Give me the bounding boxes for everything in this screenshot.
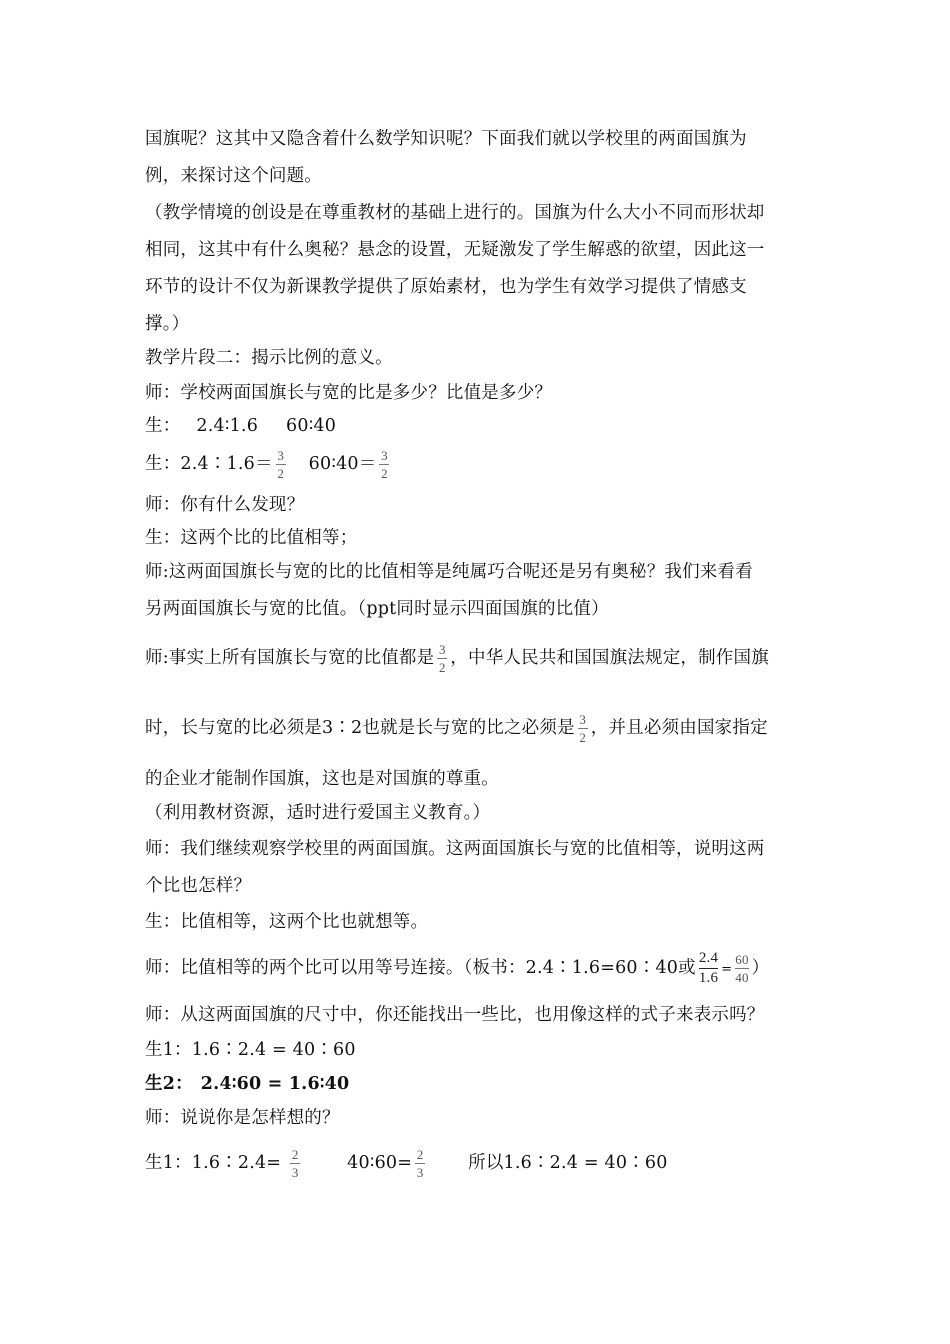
fraction-denominator: 40 bbox=[735, 970, 749, 985]
equation-text: 60∶40＝ bbox=[308, 454, 377, 474]
text-line bbox=[145, 1072, 349, 1096]
fraction-numerator: 3 bbox=[579, 712, 587, 727]
text-line: 生：这两个比的比值相等； bbox=[145, 528, 358, 548]
fraction bbox=[735, 952, 748, 985]
section-heading: 教学片段二：揭示比例的意义。 bbox=[145, 348, 393, 368]
equation-text: 生：2.4∶1.6＝ bbox=[145, 454, 273, 474]
ratio-text: 60∶40 bbox=[286, 416, 337, 436]
text-line: 师：学校两面国旗长与宽的比是多少？比值是多少？ bbox=[145, 383, 553, 403]
ratio-text: 2.4∶1.6 bbox=[196, 416, 259, 436]
text-line: 师：从这两面国旗的尺寸中，你还能找出一些比，也用像这样的式子来表示吗？ bbox=[145, 1005, 765, 1025]
fraction-denominator: 2 bbox=[277, 466, 285, 481]
fraction-bar bbox=[735, 968, 748, 969]
equals-sign: = bbox=[721, 962, 733, 977]
equation-text: 生1：1.6∶2.4= bbox=[145, 1153, 282, 1173]
fraction-bar bbox=[290, 1163, 300, 1164]
fraction bbox=[437, 642, 447, 675]
text-line bbox=[145, 640, 769, 676]
fraction-bar bbox=[578, 728, 588, 729]
fraction-numerator: 2.4 bbox=[698, 950, 719, 966]
text-line: 个比也怎样？ bbox=[145, 876, 252, 896]
text-line: 环节的设计不仅为新课教学提供了原始素材，也为学生有效学习提供了情感支 bbox=[145, 277, 747, 297]
fraction bbox=[379, 448, 389, 481]
text-line bbox=[145, 1145, 668, 1181]
fraction bbox=[290, 1147, 300, 1180]
text-line: 师：说说你是怎样想的？ bbox=[145, 1108, 340, 1128]
fraction bbox=[699, 950, 718, 987]
text-line: 另两面国旗长与宽的比值。（ppt同时显示四面国旗的比值） bbox=[145, 599, 609, 619]
fraction-numerator: 3 bbox=[277, 448, 285, 463]
fraction bbox=[276, 448, 286, 481]
text-line: 师：你有什么发现？ bbox=[145, 495, 305, 515]
fraction-numerator: 3 bbox=[438, 642, 446, 657]
fraction bbox=[578, 712, 588, 745]
text-line: （教学情境的创设是在尊重教材的基础上进行的。国旗为什么大小不同而形状却 bbox=[145, 203, 765, 223]
text-line bbox=[145, 948, 769, 990]
text-segment: ，并且必须由国家指定 bbox=[590, 718, 768, 738]
text-line bbox=[145, 448, 392, 481]
fraction bbox=[415, 1147, 425, 1180]
fraction-denominator: 1.6 bbox=[698, 970, 719, 986]
fraction-bar bbox=[415, 1163, 425, 1164]
fraction-numerator: 3 bbox=[381, 448, 388, 463]
text-line: 生：比值相等，这两个比也就想等。 bbox=[145, 912, 429, 932]
text-segment: ，中华人民共和国国旗法规定，制作国旗 bbox=[450, 648, 769, 668]
fraction-denominator: 2 bbox=[438, 660, 446, 675]
text-segment: 时，长与宽的比必须是3∶2也就是长与宽的比之必须是 bbox=[145, 718, 575, 738]
text-line: 师：我们继续观察学校里的两面国旗。这两面国旗长与宽的比值相等，说明这两 bbox=[145, 839, 765, 859]
text-line: 例，来探讨这个问题。 bbox=[145, 166, 322, 186]
fraction-denominator: 2 bbox=[579, 730, 587, 745]
fraction-bar bbox=[276, 464, 286, 465]
text-line: 撑。） bbox=[145, 314, 190, 334]
text-line: 国旗呢？这其中又隐含着什么数学知识呢？下面我们就以学校里的两面国旗为 bbox=[145, 129, 747, 149]
text-line: 的企业才能制作国旗，这也是对国旗的尊重。 bbox=[145, 769, 499, 789]
text-line: 生1：1.6∶2.4 = 40∶60 bbox=[145, 1040, 356, 1060]
text-segment: 师：比值相等的两个比可以用等号连接。（板书：2.4∶1.6=60∶40或 bbox=[145, 958, 696, 978]
equation-text: 40∶60= bbox=[347, 1153, 413, 1173]
speaker-label: 生2： bbox=[145, 1074, 193, 1094]
fraction-denominator: 2 bbox=[381, 466, 388, 481]
speaker-label: 生： bbox=[145, 416, 181, 436]
text-line: 相同，这其中有什么奥秘？悬念的设置，无疑激发了学生解惑的欲望，因此这一 bbox=[145, 240, 765, 260]
text-line bbox=[145, 710, 768, 746]
fraction-numerator: 2 bbox=[416, 1147, 424, 1162]
fraction-denominator: 3 bbox=[291, 1165, 299, 1180]
text-segment: ） bbox=[751, 958, 770, 978]
text-line bbox=[145, 414, 336, 438]
ratio-text: 2.4∶60 = 1.6∶40 bbox=[200, 1074, 350, 1094]
text-line: （利用教材资源，适时进行爱国主义教育。） bbox=[145, 803, 491, 823]
text-segment: 师:事实上所有国旗长与宽的比值都是 bbox=[145, 648, 435, 668]
fraction-numerator: 60 bbox=[735, 952, 749, 967]
fraction-numerator: 2 bbox=[291, 1147, 299, 1162]
fraction-bar bbox=[379, 464, 389, 465]
text-line: 师:这两面国旗长与宽的比的比值相等是纯属巧合呢还是另有奥秘？我们来看看 bbox=[145, 562, 753, 582]
fraction-bar bbox=[699, 968, 718, 969]
equation-text: 所以1.6∶2.4 = 40∶60 bbox=[468, 1153, 668, 1173]
fraction-denominator: 3 bbox=[416, 1165, 424, 1180]
fraction-bar bbox=[437, 658, 447, 659]
